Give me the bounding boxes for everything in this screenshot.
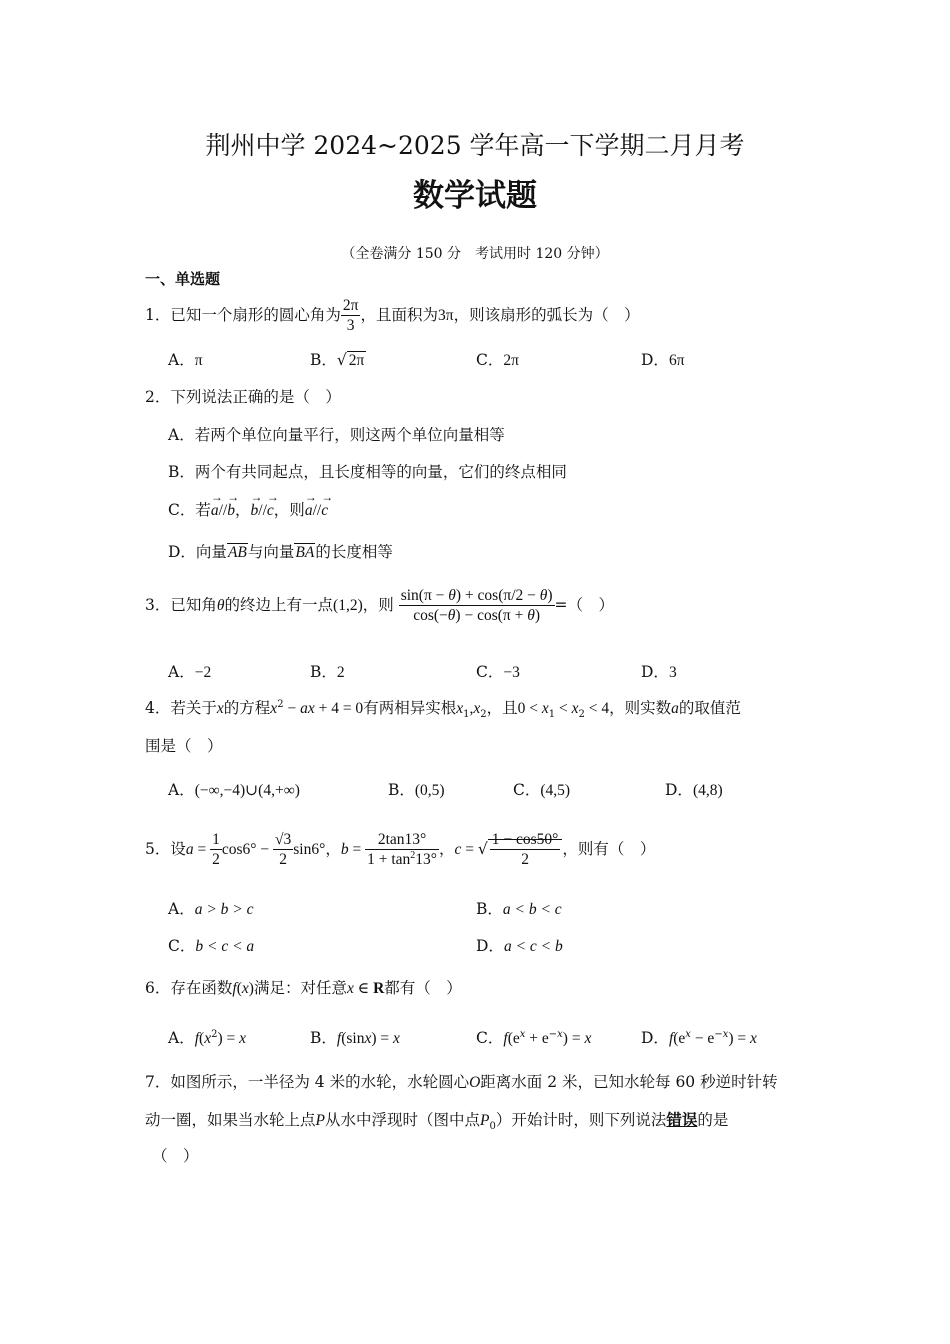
option-b[interactable]: B．(0,5) bbox=[388, 781, 445, 799]
question-number: 1． bbox=[145, 305, 171, 324]
question-4: 4．若关于x的方程$x^2$ − ax + 4 = 0有两相异实根$x_1,x_2$，且$0 < x_1 < x_2 < 4$，则实数a的取值范 bbox=[145, 698, 741, 721]
emphasis-error: 错误 bbox=[666, 1110, 698, 1129]
option-a[interactable]: A．若两个单位向量平行，则这两个单位向量相等 bbox=[168, 426, 505, 444]
option-d[interactable]: D．3 bbox=[641, 663, 677, 681]
question-1: 1．已知一个扇形的圆心角为 $\frac{2\pi}{3}$ ，且面积为3π，则该扇形的弧长为（ ） bbox=[145, 297, 640, 335]
question-5: 5．设a = $\frac{1}{2}$ cos6° − $\frac{√3}{2}$ sin6°，b = $\frac{2\tan 13^\circ}{1 + \tan^213^\circ}$ ，c = √ $\frac{1 - \cos 50^\circ}{2}$ ，则有（ ） bbox=[145, 831, 656, 869]
option-b[interactable]: B．两个有共同起点，且长度相等的向量，它们的终点相同 bbox=[168, 463, 567, 481]
option-c[interactable]: C．2π bbox=[476, 351, 519, 369]
question-7-answer-paren: （ ） bbox=[152, 1147, 199, 1165]
option-a[interactable]: A．−2 bbox=[168, 663, 212, 681]
exam-title: 荆州中学 2024~2025 学年高一下学期二月月考 bbox=[205, 131, 745, 160]
option-c[interactable]: C．−3 bbox=[476, 663, 520, 681]
option-c[interactable]: C．若→ a//→ b，→ b//→ c，则→ a//→ c bbox=[168, 498, 328, 520]
question-2: 2．下列说法正确的是（ ） bbox=[145, 388, 341, 406]
question-7: 7．如图所示，一半径为 4 米的水轮，水轮圆心O距离水面 2 米，已知水轮每 60 秒逆时针转 bbox=[145, 1073, 778, 1091]
question-4-cont: 围是（ ） bbox=[145, 737, 223, 755]
option-a[interactable]: A．(−∞,−4)∪(4,+∞) bbox=[168, 781, 300, 799]
option-d[interactable]: D．6π bbox=[641, 351, 685, 369]
option-c[interactable]: C．$f(e^x + e^{-x}) = x$ bbox=[476, 1028, 592, 1047]
option-c[interactable]: C．b < c < a bbox=[168, 937, 255, 955]
question-3: 3．已知角θ的终边上有一点(1,2)，则 $\frac{\sin(\pi - \theta) + \cos(\pi/2 - \theta)}{\cos(-\theta) - \cos(\pi + \theta)}$ =（ ） bbox=[145, 587, 615, 625]
option-b[interactable]: B．f(sinx) = x bbox=[310, 1029, 400, 1047]
sqrt-symbol: √ 2π bbox=[336, 351, 365, 369]
question-6: 6．存在函数f(x)满足：对任意x ∈ R都有（ ） bbox=[145, 979, 462, 997]
option-d[interactable]: D．向量AB与向量BA的长度相等 bbox=[168, 543, 393, 561]
option-a[interactable]: A．$f(x^2) = x$ bbox=[168, 1028, 246, 1047]
exam-note: （全卷满分 150 分 考试用时 120 分钟） bbox=[341, 246, 609, 262]
subject-title: 数学试题 bbox=[413, 178, 537, 214]
option-d[interactable]: D．a < c < b bbox=[476, 937, 563, 955]
question-7-cont: 动一圈，如果当水轮上点P从水中浮现时（图中点$P_0$）开始计时，则下列说法错误的是 bbox=[145, 1110, 729, 1133]
option-a[interactable]: A．π bbox=[168, 351, 203, 369]
option-d[interactable]: D．(4,8) bbox=[665, 781, 723, 799]
expression-fraction: $\frac{\sin(\pi - \theta) + \cos(\pi/2 - \theta)}{\cos(-\theta) - \cos(\pi + \theta)}$ bbox=[400, 587, 553, 625]
fraction: $\frac{2\pi}{3}$ bbox=[342, 297, 359, 335]
option-d[interactable]: D．$f(e^x - e^{-x}) = x$ bbox=[641, 1028, 757, 1047]
option-b[interactable]: B．a < b < c bbox=[476, 900, 562, 918]
option-b[interactable]: B．2 bbox=[310, 663, 345, 681]
option-c[interactable]: C．(4,5) bbox=[513, 781, 571, 799]
option-b[interactable]: B．√ 2π bbox=[310, 351, 365, 369]
option-a[interactable]: A．a > b > c bbox=[168, 900, 254, 918]
section-label: 一、单选题 bbox=[145, 270, 221, 288]
